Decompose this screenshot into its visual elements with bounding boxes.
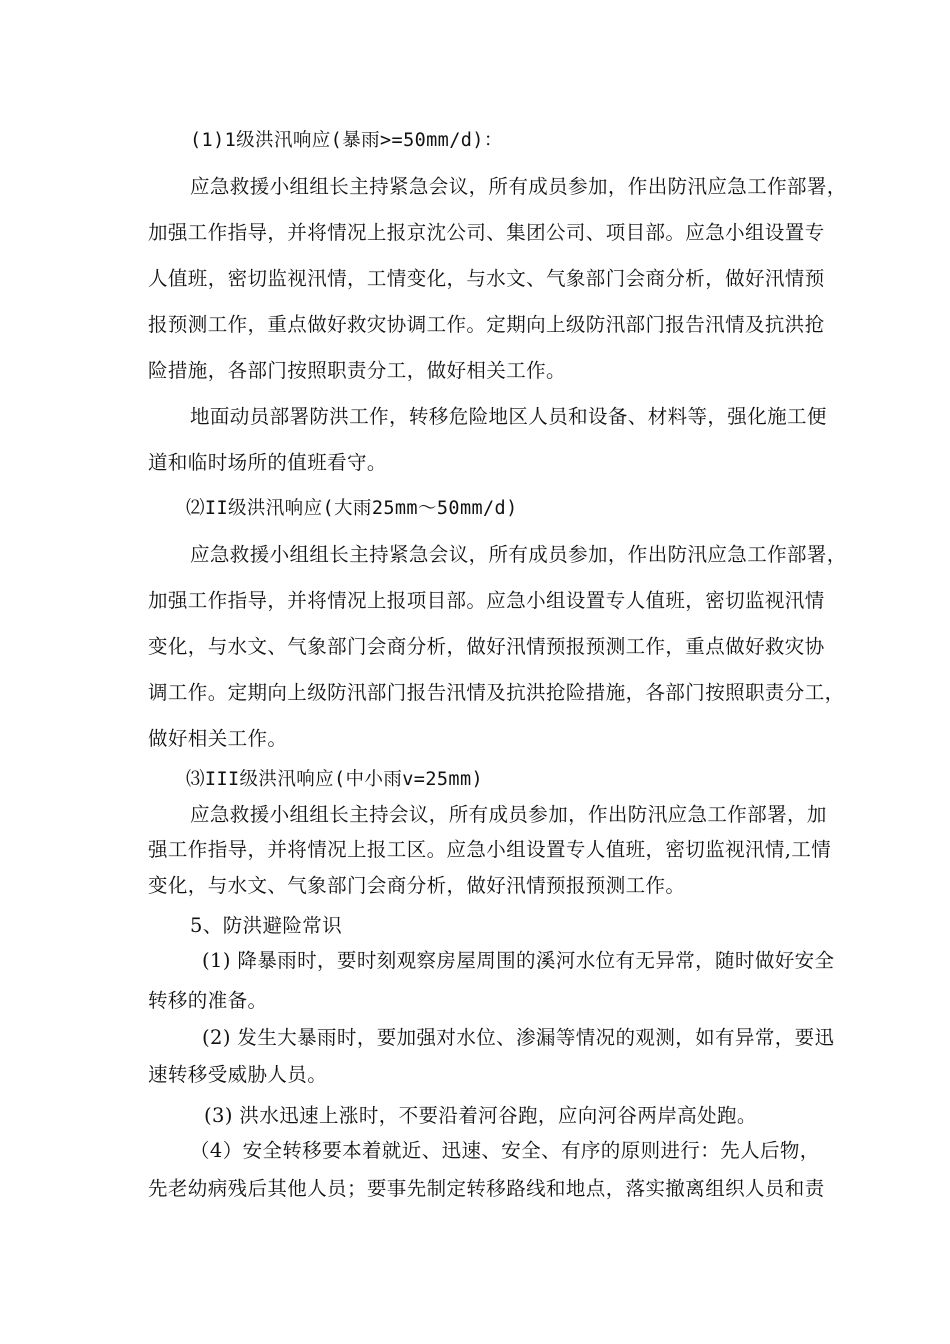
list-item: (3) 洪水迅速上涨时，不要沿着河谷跑，应向河谷两岸高处跑。 (204, 1104, 757, 1127)
section-heading: 5、防洪避险常识 (190, 914, 343, 937)
paragraph-line: 加强工作指导，并将情况上报京沈公司、集团公司、项目部。应急小组设置专 (148, 221, 825, 244)
list-item: (1) 降暴雨时，要时刻观察房屋周围的溪河水位有无异常，随时做好安全 (202, 949, 835, 972)
paragraph-line: 险措施，各部门按照职责分工，做好相关工作。 (148, 359, 566, 382)
heading-level-2-response: ⑵II级洪汛响应(大雨25mm～50mm/d) (186, 498, 518, 519)
list-item: （4）安全转移要本着就近、迅速、安全、有序的原则进行：先人后物， (190, 1139, 820, 1162)
paragraph-line: 调工作。定期向上级防汛部门报告汛情及抗洪抢险措施，各部门按照职责分工， (148, 681, 845, 704)
paragraph-line: 变化，与水文、气象部门会商分析，做好汛情预报预测工作。 (148, 874, 686, 897)
paragraph-line: 人值班，密切监视汛情，工情变化，与水文、气象部门会商分析，做好汛情预 (148, 267, 825, 290)
paragraph-line: 变化，与水文、气象部门会商分析，做好汛情预报预测工作，重点做好救灾协 (148, 635, 825, 658)
paragraph-line: 速转移受威胁人员。 (148, 1063, 328, 1086)
paragraph-line: 做好相关工作。 (148, 727, 288, 750)
paragraph-line: 强工作指导，并将情况上报工区。应急小组设置专人值班，密切监视汛情,工情 (148, 838, 832, 861)
paragraph-line: 道和临时场所的值班看守。 (148, 451, 387, 474)
heading-level-3-response: ⑶III级洪汛响应(中小雨v=25mm) (186, 769, 484, 790)
paragraph-line: 转移的准备。 (148, 989, 268, 1012)
paragraph-line: 地面动员部署防洪工作，转移危险地区人员和设备、材料等，强化施工便 (190, 405, 827, 428)
heading-level-1-response: (1)1级洪汛响应(暴雨>=50mm/d)： (190, 130, 503, 151)
list-item: (2) 发生大暴雨时，要加强对水位、渗漏等情况的观测，如有异常，要迅 (202, 1026, 835, 1049)
paragraph-line: 应急救援小组组长主持会议，所有成员参加，作出防汛应急工作部署，加 (190, 803, 827, 826)
paragraph-line: 加强工作指导，并将情况上报项目部。应急小组设置专人值班，密切监视汛情 (148, 589, 825, 612)
paragraph-line: 报预测工作，重点做好救灾协调工作。定期向上级防汛部门报告汛情及抗洪抢 (148, 313, 825, 336)
paragraph-line: 应急救援小组组长主持紧急会议，所有成员参加，作出防汛应急工作部署， (190, 175, 847, 198)
paragraph-line: 应急救援小组组长主持紧急会议，所有成员参加，作出防汛应急工作部署， (190, 543, 847, 566)
paragraph-line: 先老幼病残后其他人员；要事先制定转移路线和地点，落实撤离组织人员和责 (148, 1177, 825, 1200)
